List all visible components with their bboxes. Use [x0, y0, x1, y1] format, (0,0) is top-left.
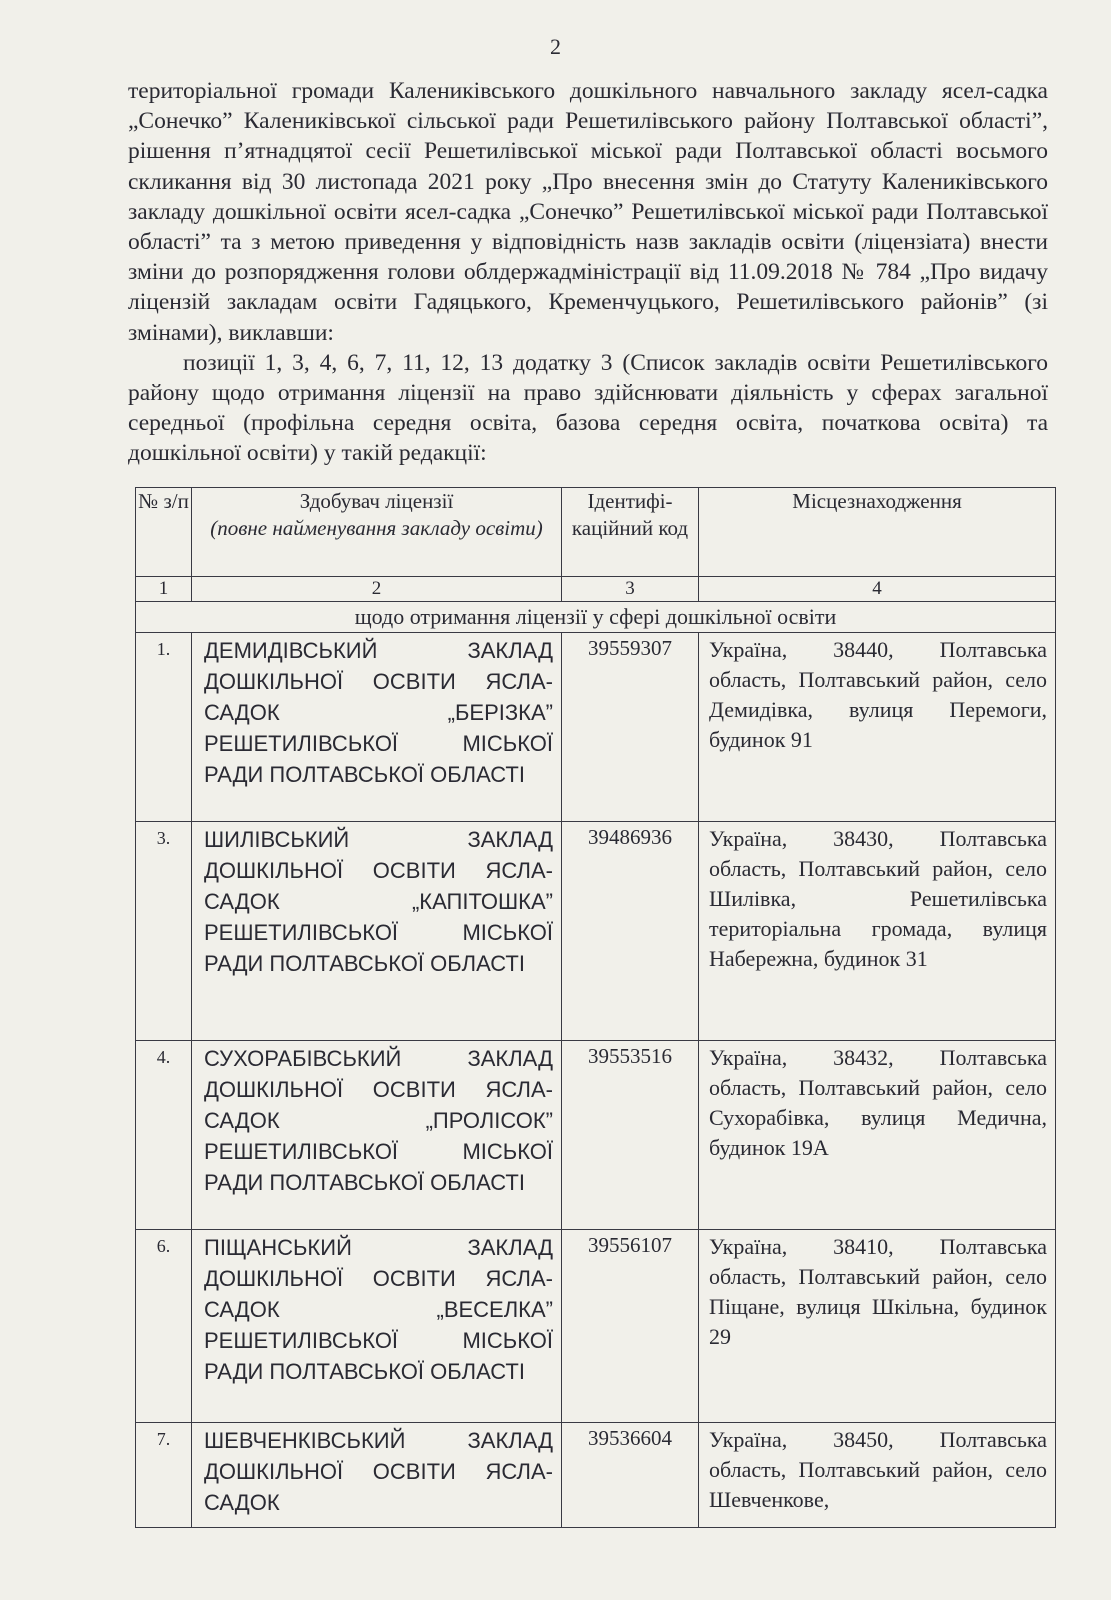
row-code: 39553516 [562, 1041, 699, 1230]
row-code: 39486936 [562, 822, 699, 1041]
paragraph-1: територіальної громади Калениківського дошкільного навчального закладу ясел-садка „Сонечко” Калениківської сільської ради Решетилівського району Полтавської області”, рішення п’ятнадцятої сесії Решетилівської міської ради Полтавської області восьмого скликання від 30 листопада 2021 року „Про внесення змін до Статуту Калениківського закладу дошкільної освіти ясел-садка „Сонечко” Решетилівської міської ради Полтавської області” та з метою приведення у відповідність назв закладів освіти (ліцензіата) внести зміни до розпорядження голови облдержадміністрації від 11.09.2018 № 784 „Про видачу ліцензій закладам освіти Гадяцького, Кременчуцького, Решетилівського районів” (зі змінами), виклавши: [128, 78, 1048, 346]
row-name: ПІЩАНСЬКИЙ ЗАКЛАД ДОШКІЛЬНОЇ ОСВІТИ ЯСЛА-САДОК „ВЕСЕЛКА” РЕШЕТИЛІВСЬКОЇ МІСЬКОЇ РАДИ ПОЛТАВСЬКОЇ ОБЛАСТІ [192, 1230, 562, 1423]
table-row [136, 822, 1056, 1041]
row-code: 39556107 [562, 1230, 699, 1423]
page-number: 2 [550, 34, 561, 59]
header-licensee [192, 488, 562, 577]
header-location: Місцезнаходження [699, 488, 1056, 577]
header-licensee-sub: (повне найменування закладу освіти) [210, 516, 543, 540]
row-number: 6. [136, 1230, 192, 1423]
column-number: 2 [192, 577, 562, 602]
column-number: 4 [699, 577, 1056, 602]
row-address: Україна, 38430, Полтавська область, Полтавський район, село Шилівка, Решетилівська територіальна громада, вулиця Набережна, будинок 31 [699, 822, 1056, 1041]
row-code: 39559307 [562, 633, 699, 822]
row-number: 4. [136, 1041, 192, 1230]
row-address: Україна, 38410, Полтавська область, Полтавський район, село Піщане, вулиця Шкільна, будинок 29 [699, 1230, 1056, 1423]
license-table [135, 487, 1056, 1528]
column-number: 1 [136, 577, 192, 602]
row-name: ШЕВЧЕНКІВСЬКИЙ ЗАКЛАД ДОШКІЛЬНОЇ ОСВІТИ ЯСЛА-САДОК [192, 1423, 562, 1528]
section-title: щодо отримання ліцензії у сфері дошкільної освіти [136, 602, 1056, 633]
header-number: № з/п [136, 488, 192, 577]
row-code: 39536604 [562, 1423, 699, 1528]
paragraph-2: позиції 1, 3, 4, 6, 7, 11, 12, 13 додатку 3 (Список закладів освіти Решетилівського району щодо отримання ліцензії на право здійснювати діяльність у сферах загальної середньої (профільна середня освіта, базова середня освіта, початкова освіта) та дошкільної освіти) у такій редакції: [128, 349, 1048, 467]
body-text [128, 76, 1048, 469]
header-licensee-main: Здобувач ліцензії [299, 489, 454, 513]
row-name: СУХОРАБІВСЬКИЙ ЗАКЛАД ДОШКІЛЬНОЇ ОСВІТИ ЯСЛА-САДОК „ПРОЛІСОК” РЕШЕТИЛІВСЬКОЇ МІСЬКОЇ РАДИ ПОЛТАВСЬКОЇ ОБЛАСТІ [192, 1041, 562, 1230]
row-number: 3. [136, 822, 192, 1041]
section-title-row [136, 602, 1056, 633]
column-number-row [136, 577, 1056, 602]
row-number: 1. [136, 633, 192, 822]
table-row [136, 1041, 1056, 1230]
row-address: Україна, 38432, Полтавська область, Полтавський район, село Сухорабівка, вулиця Медична, будинок 19А [699, 1041, 1056, 1230]
table-row [136, 1423, 1056, 1528]
row-number: 7. [136, 1423, 192, 1528]
row-address: Україна, 38450, Полтавська область, Полтавський район, село Шевченкове, [699, 1423, 1056, 1528]
row-name: ДЕМИДІВСЬКИЙ ЗАКЛАД ДОШКІЛЬНОЇ ОСВІТИ ЯСЛА-САДОК „БЕРІЗКА” РЕШЕТИЛІВСЬКОЇ МІСЬКОЇ РАДИ ПОЛТАВСЬКОЇ ОБЛАСТІ [192, 633, 562, 822]
row-name: ШИЛІВСЬКИЙ ЗАКЛАД ДОШКІЛЬНОЇ ОСВІТИ ЯСЛА-САДОК „КАПІТОШКА” РЕШЕТИЛІВСЬКОЇ МІСЬКОЇ РАДИ ПОЛТАВСЬКОЇ ОБЛАСТІ [192, 822, 562, 1041]
row-address: Україна, 38440, Полтавська область, Полтавський район, село Демидівка, вулиця Перемоги, будинок 91 [699, 633, 1056, 822]
column-number: 3 [562, 577, 699, 602]
table-row [136, 633, 1056, 822]
table-row [136, 1230, 1056, 1423]
table-header-row [136, 488, 1056, 577]
header-code: Ідентифі-каційний код [562, 488, 699, 577]
